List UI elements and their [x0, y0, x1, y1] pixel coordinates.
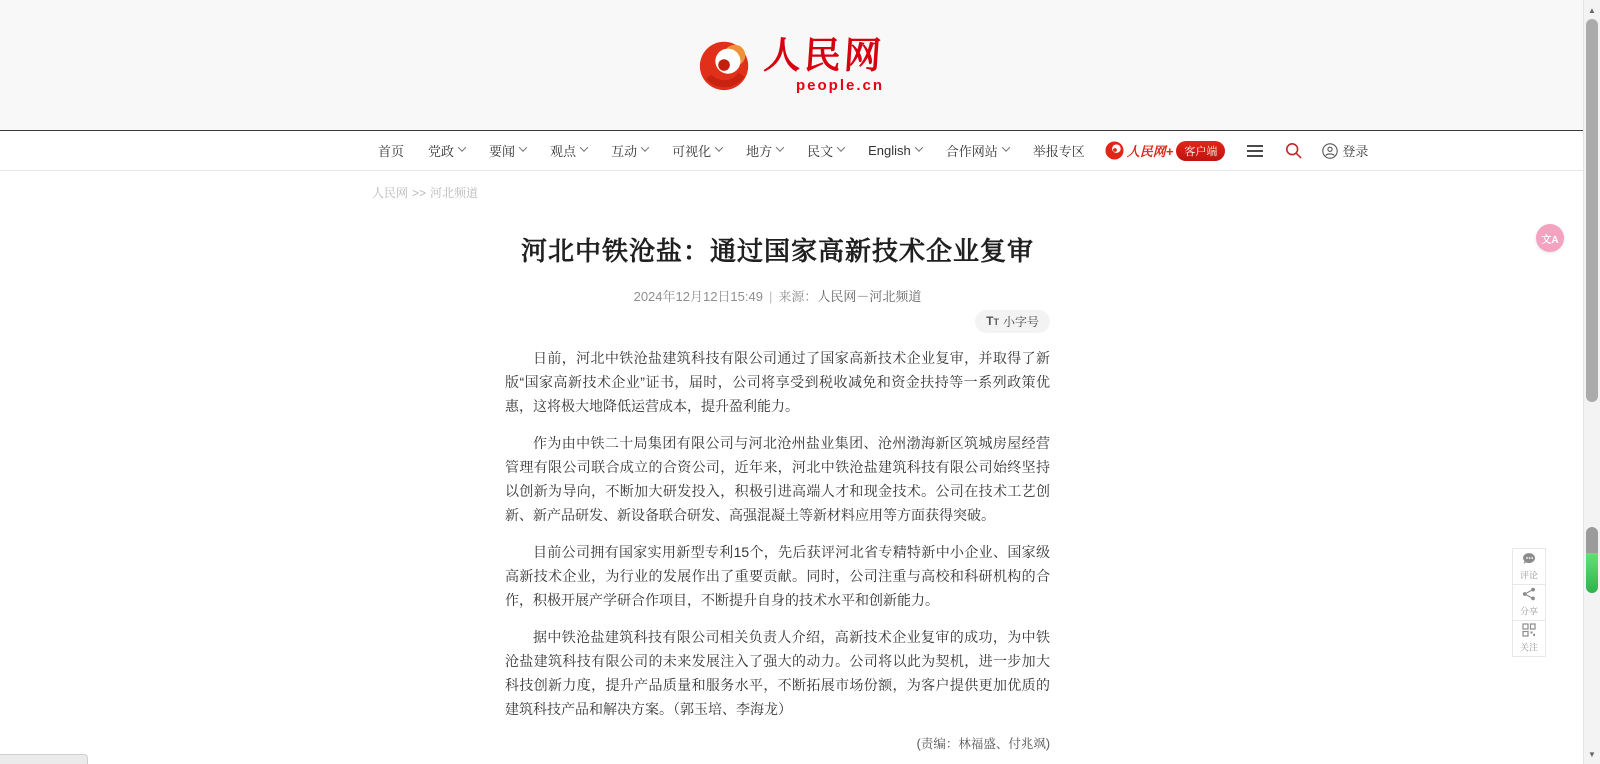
- font-size-button[interactable]: [975, 310, 1050, 333]
- nav-item-report[interactable]: [1021, 141, 1097, 160]
- scroll-progress-indicator[interactable]: [1586, 527, 1598, 593]
- logo-text: [762, 34, 886, 94]
- article-date: 2024年12月12日15:49: [633, 288, 763, 304]
- follow-button[interactable]: [1512, 620, 1546, 657]
- chevron-down-icon: [519, 143, 527, 151]
- comment-label: 评论: [1520, 570, 1538, 581]
- article-paragraph: 日前，河北中铁沧盐建筑科技有限公司通过了国家高新技术企业复审，并取得了新版“国家高新技术企业”证书，届时，公司将享受到税收减免和资金扶持等一系列政策优惠，这将极大地降低运营成本，提升盈利能力。: [505, 349, 1050, 414]
- people-cn-badge-icon: [1105, 141, 1124, 160]
- nav-label: 观点: [550, 144, 577, 159]
- page-title: 河北中铁沧盐：通过国家高新技术企业复审: [520, 236, 1034, 266]
- nav-label: 首页: [378, 144, 405, 159]
- comment-button[interactable]: [1512, 548, 1546, 585]
- nav-item-partners[interactable]: [934, 141, 1021, 160]
- login-label: 登录: [1342, 144, 1369, 159]
- qrcode-icon: [1522, 623, 1536, 637]
- share-button[interactable]: [1512, 584, 1546, 621]
- source-label: 来源：: [778, 288, 818, 304]
- meta-separator: |: [768, 288, 773, 304]
- nav-label: 要闻: [489, 144, 516, 159]
- breadcrumb-section[interactable]: 河北频道: [430, 186, 479, 200]
- nav-item-opinion[interactable]: [538, 141, 599, 160]
- translate-button[interactable]: [1536, 224, 1564, 252]
- login-button[interactable]: [1322, 141, 1368, 160]
- article: [505, 237, 1050, 752]
- user-icon: [1322, 143, 1338, 159]
- font-size-label: 小字号: [1002, 314, 1039, 329]
- font-size-icon: TT: [986, 314, 999, 329]
- indicator-gray-segment: [1586, 527, 1598, 553]
- indicator-green-segment: [1586, 553, 1598, 593]
- breadcrumb: [372, 184, 1600, 201]
- side-toolbar: [1512, 549, 1546, 657]
- nav-item-minority-lang[interactable]: [795, 141, 856, 160]
- chevron-down-icon: [458, 143, 466, 151]
- nav-item-party[interactable]: [416, 141, 477, 160]
- scroll-up-button[interactable]: ▲: [1588, 5, 1596, 15]
- nav-label: English: [868, 143, 911, 158]
- badge-brand-text: 人民网+: [1126, 144, 1174, 159]
- nav-label: 合作网站: [945, 144, 998, 159]
- search-icon: [1285, 142, 1302, 159]
- nav-item-visual[interactable]: [660, 141, 734, 160]
- nav-item-interact[interactable]: [599, 141, 660, 160]
- nav-label: 可视化: [672, 144, 712, 159]
- nav-item-home[interactable]: [366, 141, 416, 160]
- nav-label: 举报专区: [1032, 144, 1085, 159]
- chevron-down-icon: [1002, 143, 1010, 151]
- nav-item-english[interactable]: [856, 143, 934, 158]
- search-button[interactable]: [1285, 142, 1302, 159]
- nav-label: 民文: [807, 144, 834, 159]
- nav-item-local[interactable]: [734, 141, 795, 160]
- article-paragraph: 据中铁沧盐建筑科技有限公司相关负责人介绍，高新技术企业复审的成功，为中铁沧盐建筑科技有限公司的未来发展注入了强大的动力。公司将以此为契机，进一步加大科技创新力度，提升产品质量和服务水平，不断拓展市场份额，为客户提供更加优质的建筑科技产品和解决方案。（郭玉培、李海龙）: [505, 628, 1050, 717]
- scrollbar[interactable]: [1583, 0, 1600, 764]
- badge-client-tag: 客户端: [1176, 141, 1225, 161]
- article-source[interactable]: 人民网－河北频道: [817, 288, 922, 304]
- nav-label: 互动: [611, 144, 638, 159]
- article-paragraph: 目前公司拥有国家实用新型专利15个，先后获评河北省专精特新中小企业、国家级高新技术企业，为行业的发展作出了重要贡献。同时，公司注重与高校和科研机构的合作，积极开展产学研合作项目，不断提升自身的技术水平和创新能力。: [505, 543, 1050, 608]
- editor-note: (责编：林福盛、付兆飒): [916, 736, 1050, 751]
- share-label: 分享: [1520, 607, 1538, 618]
- breadcrumb-separator: >>: [412, 186, 427, 200]
- status-bubble: [0, 754, 88, 764]
- site-logo[interactable]: [696, 36, 884, 94]
- chevron-down-icon: [915, 143, 923, 151]
- nav-label: 党政: [428, 144, 455, 159]
- main-nav: [0, 130, 1600, 171]
- nav-label: 地方: [746, 144, 773, 159]
- nav-inner: [366, 131, 1600, 170]
- site-header: [0, 0, 1600, 130]
- scroll-down-button[interactable]: ▼: [1588, 749, 1596, 759]
- font-size-row: [505, 310, 1050, 332]
- follow-label: 关注: [1520, 643, 1538, 654]
- article-meta: [505, 286, 1050, 305]
- nav-item-news[interactable]: [477, 141, 538, 160]
- chevron-down-icon: [641, 143, 649, 151]
- chevron-down-icon: [715, 143, 723, 151]
- scrollbar-thumb[interactable]: [1586, 19, 1598, 402]
- app-download-badge[interactable]: [1105, 141, 1226, 161]
- chevron-down-icon: [580, 143, 588, 151]
- chevron-down-icon: [776, 143, 784, 151]
- article-body: [505, 346, 1050, 721]
- chevron-down-icon: [837, 143, 845, 151]
- people-cn-logo-icon: [696, 36, 754, 94]
- share-icon: [1522, 587, 1536, 601]
- breadcrumb-root[interactable]: 人民网: [372, 186, 409, 200]
- article-paragraph: 作为由中铁二十局集团有限公司与河北沧州盐业集团、沧州渤海新区筑城房屋经营管理有限公司联合成立的合资公司，近年来，河北中铁沧盐建筑科技有限公司始终坚持以创新为导向，不断加大研发投入，积极引进高端人才和现金技术。公司在技术工艺创新、新产品研发、新设备联合研发、高强混凝土等新材料应用等方面获得突破。: [505, 434, 1050, 523]
- logo-title: 人民网: [762, 34, 886, 76]
- logo-domain: people.cn: [795, 76, 884, 94]
- translate-icon: 文A: [1541, 234, 1559, 246]
- hamburger-menu-icon[interactable]: [1243, 141, 1267, 161]
- comment-icon: [1522, 552, 1537, 565]
